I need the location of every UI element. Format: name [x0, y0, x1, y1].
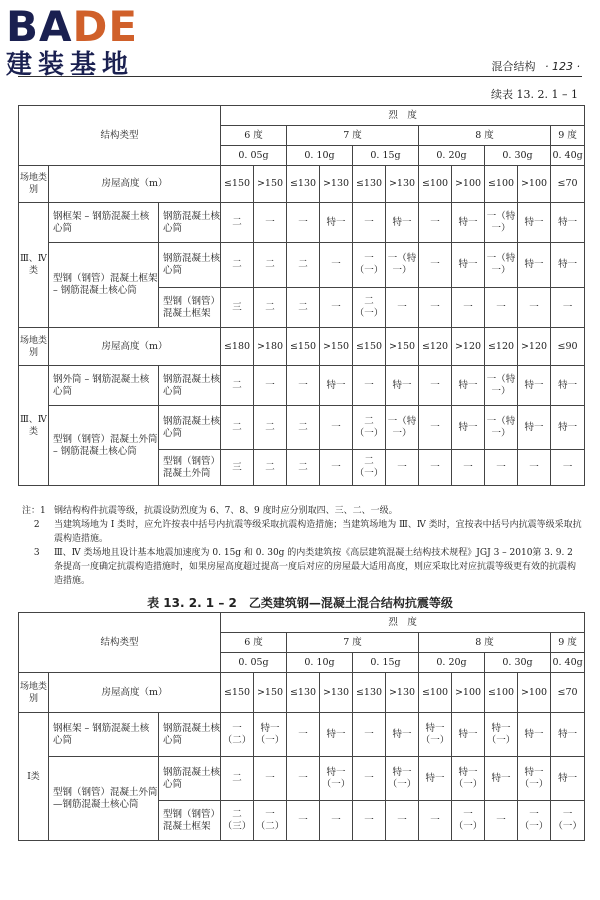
cell: >130	[386, 673, 419, 713]
site-class: Ⅲ、Ⅳ类	[19, 366, 49, 486]
structure-type-header	[19, 613, 221, 673]
cell: ≤120	[485, 328, 518, 366]
cell: 二	[254, 406, 287, 450]
cell: 一	[419, 366, 452, 406]
cell: 一	[518, 450, 551, 486]
cell: ≤70	[551, 166, 585, 203]
cell: >130	[320, 166, 353, 203]
cell: 一	[551, 288, 585, 328]
height-label: 房屋高度（m）	[49, 673, 221, 713]
cell: 特一（一）	[419, 713, 452, 757]
table-row	[19, 713, 585, 757]
accel-cell: 0. 10g	[287, 146, 353, 166]
note-text: 当建筑场地为 Ⅰ 类时，应允许按表中括号内抗震等级采取抗震构造措施；当建筑场地为 Ⅲ、Ⅳ 类时，宜按表中括号内抗震等级采取抗震构造措施。	[54, 520, 582, 544]
accel-cell: 0. 40g	[551, 146, 585, 166]
degree-7: 7 度	[287, 633, 419, 653]
cell: ≤130	[287, 673, 320, 713]
height-label: 房屋高度（m）	[49, 166, 221, 203]
cell: 二（一）	[353, 288, 386, 328]
note-label	[22, 518, 54, 546]
cell: 特一（一）	[254, 713, 287, 757]
logo-latin	[6, 4, 176, 50]
cell: 二	[254, 243, 287, 288]
cell: >150	[254, 166, 287, 203]
cell: 特一	[320, 713, 353, 757]
note-label	[22, 504, 54, 518]
cell: 一（特一）	[485, 366, 518, 406]
degree-7: 7 度	[287, 126, 419, 146]
cell: >120	[452, 328, 485, 366]
cell: 一（特一）	[386, 406, 419, 450]
structure-subtype: 钢筋混凝土核心筒	[159, 713, 221, 757]
cell: 一	[287, 801, 320, 841]
running-head	[492, 58, 580, 74]
cell: 二	[287, 288, 320, 328]
cell: 三	[221, 288, 254, 328]
note-item	[22, 504, 584, 518]
cell: >100	[452, 166, 485, 203]
cell: 一（一）	[353, 243, 386, 288]
table-row	[19, 328, 585, 366]
cell: ≤100	[419, 166, 452, 203]
table-row	[19, 613, 585, 633]
cell: 一	[551, 450, 585, 486]
cell: 三	[221, 450, 254, 486]
section-title: 混合结构	[491, 60, 536, 73]
structure-subtype: 钢筋混凝土核心筒	[159, 757, 221, 801]
cell: 一	[485, 288, 518, 328]
cell: 一	[419, 243, 452, 288]
cell: 特一	[452, 406, 485, 450]
cell: 特一	[452, 713, 485, 757]
structure-type: 钢框架 – 钢筋混凝土核心筒	[49, 203, 159, 243]
structure-type: 型钢（钢管）混凝土框架 – 钢筋混凝土核心筒	[49, 243, 159, 328]
cell: ≤150	[221, 673, 254, 713]
accel-cell: 0. 10g	[287, 653, 353, 673]
table-row	[19, 243, 585, 288]
degree-6: 6 度	[221, 633, 287, 653]
cell: >150	[386, 328, 419, 366]
page-number: · 123 ·	[545, 60, 580, 73]
accel-cell: 0. 20g	[419, 146, 485, 166]
cell: 一	[320, 801, 353, 841]
table-row	[19, 106, 585, 126]
site-class: Ⅲ、Ⅳ类	[19, 203, 49, 328]
structure-type-label: 结构类型	[100, 636, 139, 648]
site-class-label: 场地类别	[19, 673, 49, 713]
cell: 一	[353, 366, 386, 406]
table-notes	[22, 504, 584, 588]
structure-subtype: 型钢（钢管）混凝土框架	[159, 801, 221, 841]
cell: 特一	[551, 243, 585, 288]
cell: 一	[419, 450, 452, 486]
cell: 一	[320, 450, 353, 486]
cell: ≤130	[287, 166, 320, 203]
structure-subtype: 钢筋混凝土核心筒	[159, 243, 221, 288]
cell: >100	[518, 166, 551, 203]
logo-chinese: 建装基地	[6, 50, 135, 80]
cell: 特一（一）	[386, 757, 419, 801]
cell: 特一	[386, 203, 419, 243]
cell: 二（一）	[353, 450, 386, 486]
cell: 二	[287, 243, 320, 288]
cell: >100	[518, 673, 551, 713]
cell: 特一	[551, 757, 585, 801]
accel-cell: 0. 15g	[353, 653, 419, 673]
table-row	[19, 673, 585, 713]
site-class-label: 场地类别	[19, 166, 49, 203]
cell: >100	[452, 673, 485, 713]
cell: 特一	[452, 243, 485, 288]
table-row	[19, 166, 585, 203]
cell: 特一（一）	[452, 757, 485, 801]
logo-part-b: DE	[72, 2, 139, 51]
cell: 特一	[518, 366, 551, 406]
structure-type: 型钢（钢管）混凝土外筒—钢筋混凝土核心筒	[49, 757, 159, 841]
cell: 一（特一）	[485, 406, 518, 450]
structure-subtype: 钢筋混凝土核心筒	[159, 406, 221, 450]
note-prefix: 注：	[22, 506, 41, 516]
cell: ≤130	[353, 673, 386, 713]
cell: ≤180	[221, 328, 254, 366]
cell: 特一	[551, 713, 585, 757]
table-row	[19, 366, 585, 406]
cell: 特一	[386, 713, 419, 757]
cell: ≤70	[551, 673, 585, 713]
cell: 二	[254, 288, 287, 328]
degree-9: 9 度	[551, 633, 585, 653]
site-class-label: 场地类别	[19, 328, 49, 366]
cell: 特一	[518, 713, 551, 757]
structure-type-label: 结构类型	[100, 129, 139, 141]
cell: 二（三）	[221, 801, 254, 841]
cell: 特一	[452, 203, 485, 243]
site-class: Ⅰ类	[19, 713, 49, 841]
cell: 一（二）	[254, 801, 287, 841]
cell: 一	[254, 757, 287, 801]
cell: 一	[353, 203, 386, 243]
cell: 一	[386, 801, 419, 841]
accel-cell: 0. 05g	[221, 653, 287, 673]
cell: ≤150	[221, 166, 254, 203]
note-number: 1	[40, 506, 46, 516]
cell: 一	[320, 243, 353, 288]
cell: 二	[221, 243, 254, 288]
cell: 二	[287, 450, 320, 486]
cell: 特一（一）	[485, 713, 518, 757]
cell: 特一	[518, 203, 551, 243]
accel-cell: 0. 40g	[551, 653, 585, 673]
cell: >130	[320, 673, 353, 713]
cell: 一	[287, 203, 320, 243]
table-continued-13-2-1-1	[18, 105, 585, 486]
cell: 特一（一）	[320, 757, 353, 801]
cell: 一	[320, 288, 353, 328]
cell: 二	[287, 406, 320, 450]
note-item	[22, 546, 584, 588]
cell: 一	[452, 288, 485, 328]
accel-cell: 0. 15g	[353, 146, 419, 166]
cell: 一（特一）	[386, 243, 419, 288]
table1-caption: 续表 13. 2. 1 – 1	[491, 88, 578, 101]
cell: 特一	[485, 757, 518, 801]
intensity-header: 烈 度	[221, 613, 585, 633]
structure-subtype: 型钢（钢管）混凝土框架	[159, 288, 221, 328]
cell: 一	[485, 450, 518, 486]
cell: 特一	[320, 203, 353, 243]
cell: ≤90	[551, 328, 585, 366]
note-label	[22, 546, 54, 588]
cell: 一	[353, 713, 386, 757]
cell: 一（二）	[221, 713, 254, 757]
cell: 一	[287, 366, 320, 406]
cell: 一	[320, 406, 353, 450]
cell: 一	[353, 801, 386, 841]
note-number: 3	[33, 548, 40, 558]
cell: 特一	[518, 243, 551, 288]
cell: 一（特一）	[485, 243, 518, 288]
cell: ≤150	[353, 328, 386, 366]
degree-6: 6 度	[221, 126, 287, 146]
logo-part-a: BA	[6, 2, 73, 51]
cell: 一	[386, 450, 419, 486]
note-text: 钢结构构件抗震等级，抗震设防烈度为 6、7、8、9 度时应分别取四、三、二、一级。	[54, 506, 398, 516]
cell: 一（一）	[518, 801, 551, 841]
cell: 特一	[320, 366, 353, 406]
cell: ≤100	[485, 673, 518, 713]
cell: 一	[419, 288, 452, 328]
cell: 一	[386, 288, 419, 328]
structure-type: 钢外筒 – 钢筋混凝土核心筒	[49, 366, 159, 406]
degree-8: 8 度	[419, 633, 551, 653]
structure-type: 型钢（钢管）混凝土外筒 – 钢筋混凝土核心筒	[49, 406, 159, 486]
cell: 二	[221, 406, 254, 450]
cell: 二	[221, 757, 254, 801]
cell: 一	[287, 713, 320, 757]
cell: >130	[386, 166, 419, 203]
structure-subtype: 钢筋混凝土核心筒	[159, 203, 221, 243]
cell: 特一	[518, 406, 551, 450]
cell: 特一	[386, 366, 419, 406]
cell: 二（一）	[353, 406, 386, 450]
cell: 一	[353, 757, 386, 801]
cell: ≤150	[287, 328, 320, 366]
cell: 一（一）	[452, 801, 485, 841]
structure-type: 钢框架 – 钢筋混凝土核心筒	[49, 713, 159, 757]
accel-cell: 0. 05g	[221, 146, 287, 166]
cell: 一	[254, 366, 287, 406]
cell: 二	[221, 366, 254, 406]
table-13-2-1-2	[18, 612, 585, 841]
table2-caption: 表 13. 2. 1 – 2 乙类建筑钢—混凝土混合结构抗震等级	[147, 596, 453, 610]
intensity-header: 烈 度	[221, 106, 585, 126]
structure-subtype: 钢筋混凝土核心筒	[159, 366, 221, 406]
cell: 一	[419, 406, 452, 450]
cell: 一	[419, 801, 452, 841]
cell: 一（一）	[551, 801, 585, 841]
cell: 一	[518, 288, 551, 328]
table-row	[19, 406, 585, 450]
note-number: 2	[33, 520, 40, 530]
cell: 特一	[551, 203, 585, 243]
table-row	[19, 203, 585, 243]
cell: 特一	[551, 406, 585, 450]
structure-type-header	[19, 106, 221, 166]
header-rule	[18, 76, 582, 77]
cell: 一	[452, 450, 485, 486]
accel-cell: 0. 30g	[485, 653, 551, 673]
cell: ≤100	[419, 673, 452, 713]
brand-logo	[6, 4, 176, 86]
structure-subtype: 型钢（钢管）混凝土外筒	[159, 450, 221, 486]
cell: 特一	[551, 366, 585, 406]
accel-cell: 0. 30g	[485, 146, 551, 166]
cell: 特一（一）	[518, 757, 551, 801]
cell: >180	[254, 328, 287, 366]
note-item	[22, 518, 584, 546]
table-row	[19, 757, 585, 801]
cell: 一	[287, 757, 320, 801]
degree-9: 9 度	[551, 126, 585, 146]
cell: ≤130	[353, 166, 386, 203]
height-label: 房屋高度（m）	[49, 328, 221, 366]
cell: ≤100	[485, 166, 518, 203]
cell: >150	[320, 328, 353, 366]
cell: 一	[419, 203, 452, 243]
cell: 二	[254, 450, 287, 486]
accel-cell: 0. 20g	[419, 653, 485, 673]
cell: ≤120	[419, 328, 452, 366]
cell: >120	[518, 328, 551, 366]
cell: 一	[254, 203, 287, 243]
cell: >150	[254, 673, 287, 713]
cell: 特一	[452, 366, 485, 406]
cell: 二	[221, 203, 254, 243]
note-text: Ⅲ、Ⅳ 类场地且设计基本地震加速度为 0. 15g 和 0. 30g 的内类建筑按《高层建筑混凝土结构技术规程》JGJ 3 – 2010第 3. 9. 2 条提高一度确定抗震构造措施时，如果房屋高度超过提高一度后对应的房屋最大适用高度，则应采取比对应抗震等级更有效的抗震构造措施。	[54, 548, 577, 586]
cell: 一	[485, 801, 518, 841]
degree-8: 8 度	[419, 126, 551, 146]
cell: 特一	[419, 757, 452, 801]
cell: 一（特一）	[485, 203, 518, 243]
